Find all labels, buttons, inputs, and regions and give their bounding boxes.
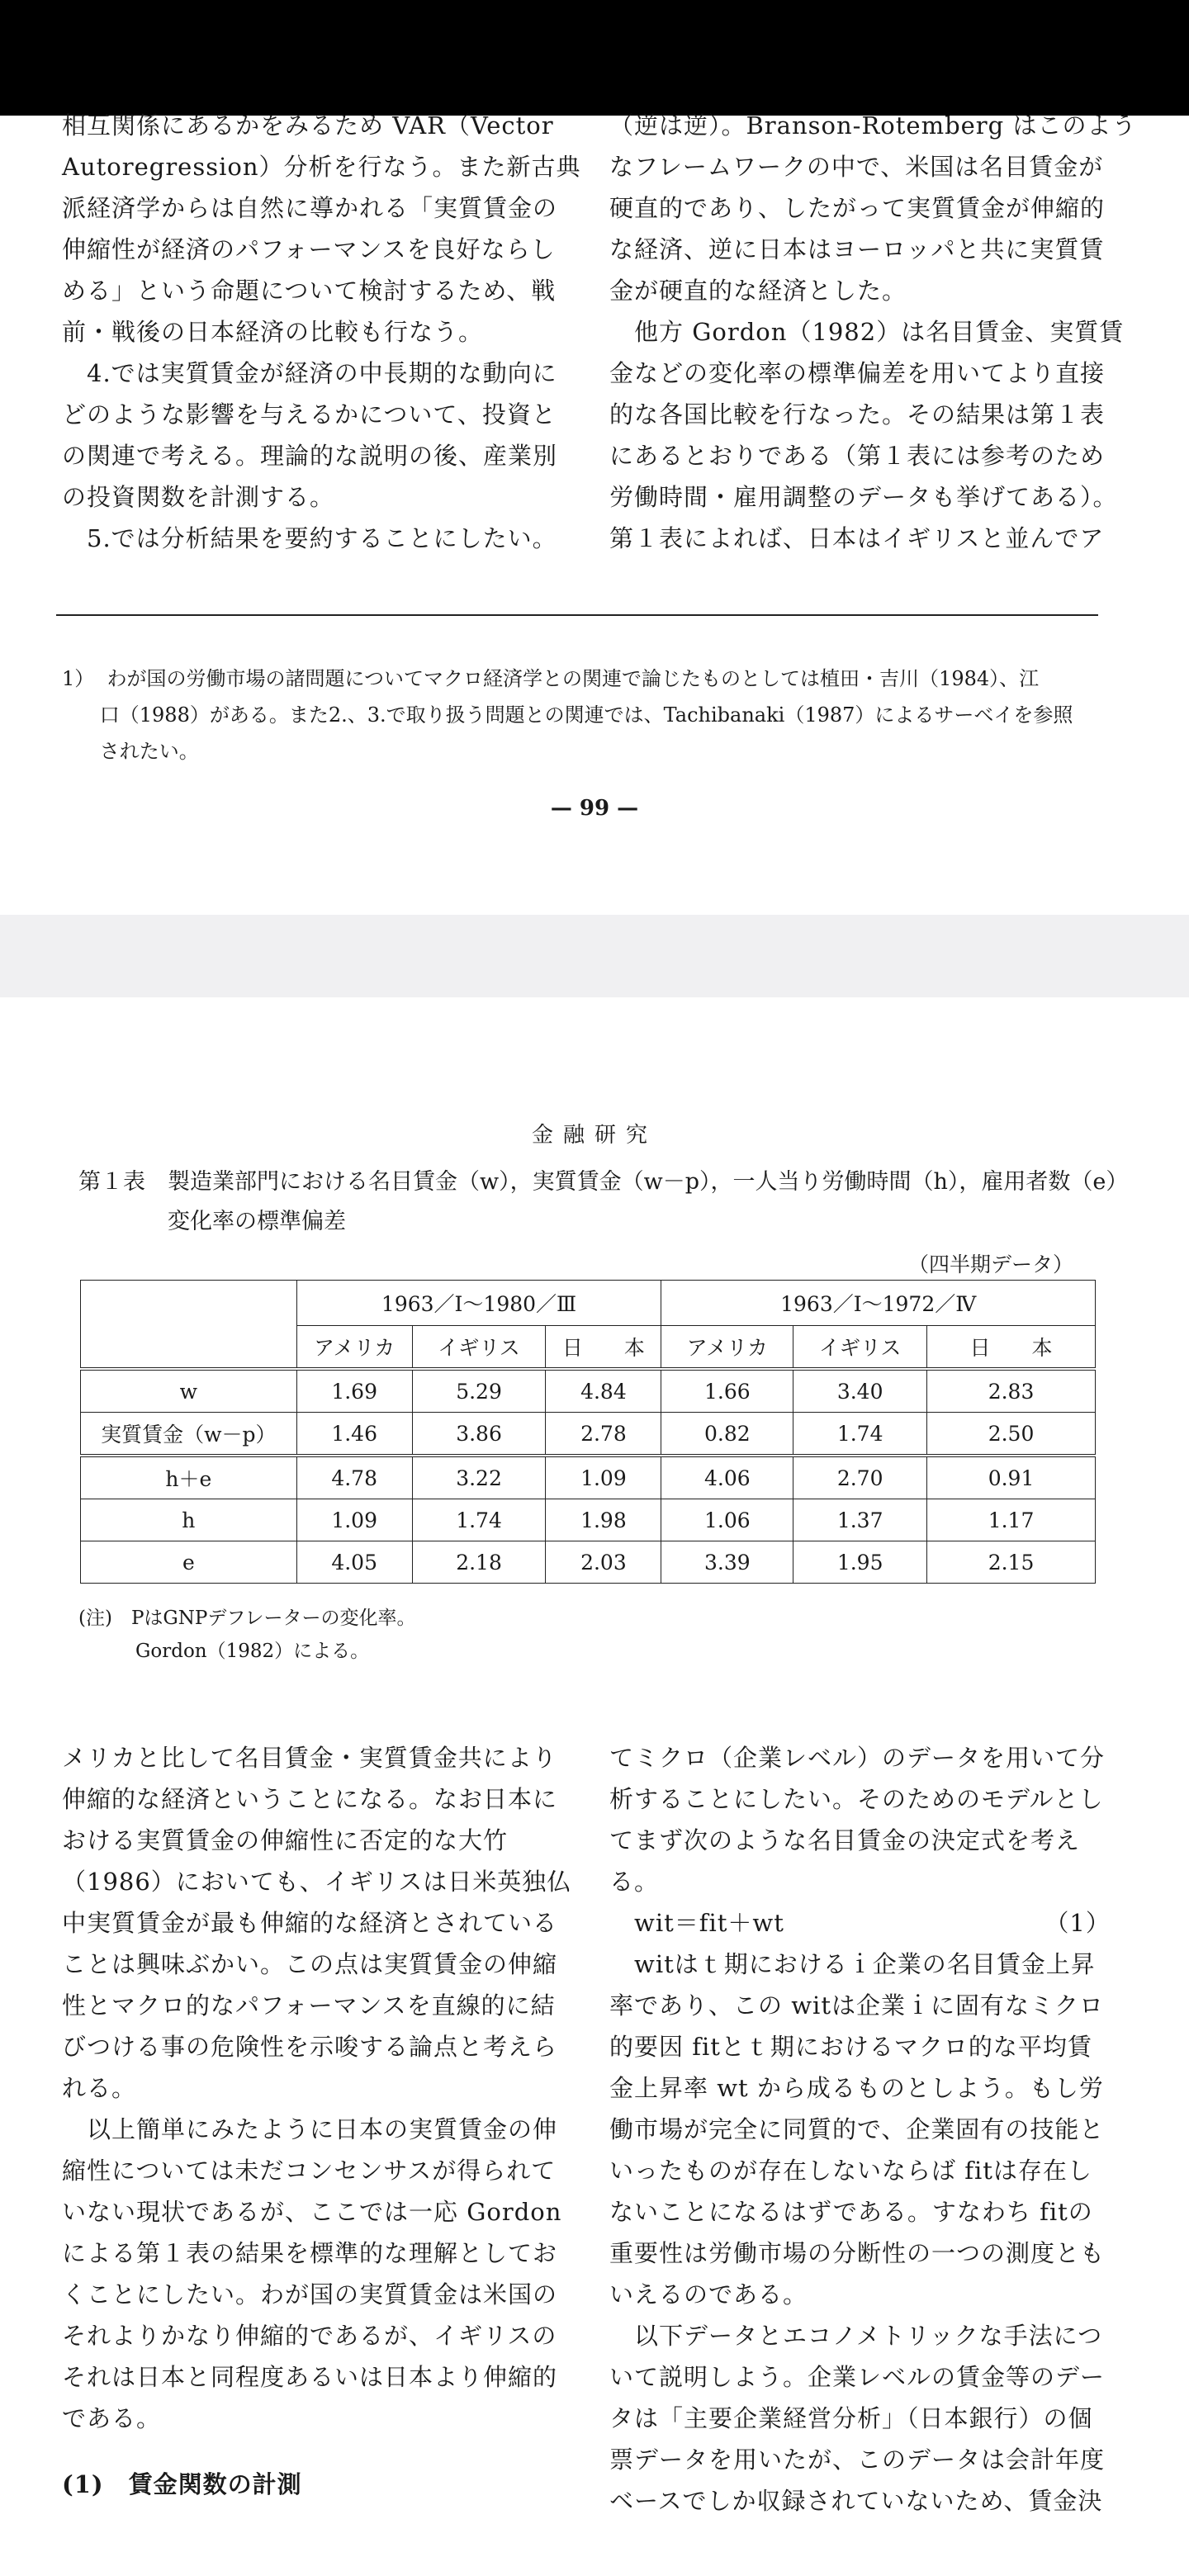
table-cell: 4.05 — [296, 1541, 412, 1584]
footnote-line: 1） わが国の労働市場の諸問題についてマクロ経済学との関連で論じたものとしては植田・吉川（1984）、江 — [62, 667, 1040, 690]
table-row — [81, 1499, 1096, 1541]
page2-left-column — [62, 1737, 572, 2505]
table-cell: 1.09 — [296, 1499, 412, 1541]
page1-left-column — [62, 105, 581, 559]
table-cell: 2.50 — [927, 1413, 1096, 1456]
text-line: による第１表の結果を標準的な理解としてお — [62, 2239, 558, 2267]
text-line: ベースでしか収録されていないため、賃金決 — [609, 2487, 1103, 2515]
text-line: の投資関数を計測する。 — [62, 483, 335, 511]
data-table — [80, 1280, 1096, 1584]
text-line: 派経済学からは自然に導かれる「実質賃金の — [62, 194, 558, 222]
table-cell: 2.70 — [793, 1456, 927, 1499]
text-line: 的な各国比較を行なった。その結果は第１表 — [609, 400, 1106, 429]
table-cell: 1.98 — [546, 1499, 661, 1541]
text-line: witはｔ期におけるｉ企業の名目賃金上昇 — [609, 1950, 1096, 1978]
top-black-bar — [0, 0, 1189, 116]
table-cell: 4.78 — [296, 1456, 412, 1499]
page-number: — 99 — — [550, 796, 639, 821]
table-cell: 2.15 — [927, 1541, 1096, 1584]
text-line: 中実質賃金が最も伸縮的な経済とされている — [62, 1909, 558, 1937]
table-corner-cell — [81, 1281, 297, 1370]
country-header: 日 本 — [927, 1326, 1096, 1370]
table-note-line: Gordon（1982）による。 — [78, 1641, 370, 1662]
text-line: それは日本と同程度あるいは日本より伸縮的 — [62, 2363, 558, 2391]
text-line: 以上簡単にみたように日本の実質賃金の伸 — [62, 2115, 558, 2143]
table-cell: 1.66 — [661, 1369, 793, 1413]
period-header: 1963／Ⅰ～1972／Ⅳ — [661, 1281, 1096, 1326]
text-line: いえるのである。 — [609, 2280, 808, 2308]
text-line: れる。 — [62, 2074, 137, 2102]
table-cell: 1.46 — [296, 1413, 412, 1456]
table-note-line: (注) PはGNPデフレーターの変化率。 — [78, 1608, 416, 1629]
text-line: 重要性は労働市場の分断性の一つの測度とも — [609, 2239, 1106, 2267]
table-row — [81, 1541, 1096, 1584]
running-head: 金融研究 — [531, 1123, 657, 1148]
table-cell: 4.84 — [546, 1369, 661, 1413]
row-label: 実質賃金（w－p） — [81, 1413, 297, 1456]
text-line: ないことになるはずである。すなわち fitの — [609, 2198, 1093, 2226]
table-cell: 5.29 — [412, 1369, 546, 1413]
country-header: 日 本 — [546, 1326, 661, 1370]
table-cell: 0.82 — [661, 1413, 793, 1456]
caption-line: 第１表 製造業部門における名目賃金（w），実質賃金（w－p），一人当り労働時間（h），雇用者数（e） — [78, 1169, 1129, 1195]
text-line: 的要因 fitとｔ期におけるマクロ的な平均賃 — [609, 2033, 1092, 2061]
text-line: ことは興味ぶかい。この点は実質賃金の伸縮 — [62, 1950, 558, 1978]
text-line: メリカと比して名目賃金・実質賃金共により — [62, 1744, 557, 1772]
table-row — [81, 1369, 1096, 1413]
text-line: Autoregression）分析を行なう。また新古典 — [62, 153, 581, 181]
text-line: おける実質賃金の伸縮性に否定的な大竹 — [62, 1826, 509, 1854]
text-line: の関連で考える。理論的な説明の後、産業別 — [62, 442, 558, 470]
table-cell: 1.95 — [793, 1541, 927, 1584]
table-row — [81, 1413, 1096, 1456]
text-line: それよりかなり伸縮的であるが、イギリスの — [62, 2322, 557, 2350]
table-cell: 1.37 — [793, 1499, 927, 1541]
row-label: h — [81, 1499, 297, 1541]
table-cell: 1.74 — [793, 1413, 927, 1456]
text-line: 伸縮性が経済のパフォーマンスを良好ならし — [62, 235, 556, 263]
text-line: いない現状であるが、ここでは一応 Gordon — [62, 2198, 562, 2226]
text-line: （1986）においても、イギリスは日米英独仏 — [62, 1868, 572, 1896]
table-notes — [78, 1602, 415, 1668]
country-header: イギリス — [412, 1326, 546, 1370]
text-line: 第１表によれば、日本はイギリスと並んでア — [609, 524, 1105, 552]
text-line: な経済、逆に日本はヨーロッパと共に実質賃 — [609, 235, 1105, 263]
text-line: る。 — [609, 1868, 660, 1896]
footnote — [62, 661, 1111, 769]
table-cell: 2.03 — [546, 1541, 661, 1584]
text-line: タは「主要企業経営分析」（日本銀行）の個 — [609, 2404, 1093, 2432]
text-line: にあるとおりである（第１表には参考のため — [609, 442, 1106, 470]
text-line: 性とマクロ的なパフォーマンスを直線的に結 — [62, 1991, 556, 2020]
table-cell: 3.86 — [412, 1413, 546, 1456]
text-line: 伸縮的な経済ということになる。なお日本に — [62, 1785, 558, 1813]
text-line: てまず次のような名目賃金の決定式を考え — [609, 1826, 1081, 1854]
table-caption — [78, 1163, 1128, 1242]
table-cell: 0.91 — [927, 1456, 1096, 1499]
text-line: 4.では実質賃金が経済の中長期的な動向に — [62, 359, 557, 387]
table-cell: 1.06 — [661, 1499, 793, 1541]
table-cell: 1.09 — [546, 1456, 661, 1499]
text-line: どのような影響を与えるかについて、投資と — [62, 400, 557, 429]
table-cell: 1.17 — [927, 1499, 1096, 1541]
country-header: アメリカ — [661, 1326, 793, 1370]
text-line: 析することにしたい。そのためのモデルとし — [609, 1785, 1104, 1813]
row-label: h＋e — [81, 1456, 297, 1499]
page-100 — [0, 997, 1189, 2576]
table-cell: 2.78 — [546, 1413, 661, 1456]
table-row — [81, 1456, 1096, 1499]
country-header: イギリス — [793, 1326, 927, 1370]
table-unit: （四半期データ） — [907, 1252, 1073, 1276]
text-line: びつける事の危険性を示唆する論点と考えら — [62, 2033, 558, 2061]
section-heading: (1) 賃金関数の計測 — [62, 2470, 302, 2498]
text-line: 金が硬直的な経済とした。 — [609, 277, 907, 305]
text-line: 労働時間・雇用調整のデータも挙げてある）。 — [609, 483, 1118, 511]
text-line: 以下データとエコノメトリックな手法につ — [609, 2322, 1103, 2350]
page2-right-column — [609, 1737, 1125, 2522]
table-cell: 1.74 — [412, 1499, 546, 1541]
table-header-row — [81, 1281, 1096, 1326]
row-label: w — [81, 1369, 297, 1413]
text-line: いったものが存在しないならば fitは存在し — [609, 2157, 1092, 2185]
table-cell: 4.06 — [661, 1456, 793, 1499]
equation-line: wit＝fit＋wt （1） — [609, 1909, 1111, 1937]
text-line: 前・戦後の日本経済の比較も行なう。 — [62, 318, 484, 346]
footnote-line: されたい。 — [62, 740, 199, 763]
table-cell: 3.40 — [793, 1369, 927, 1413]
text-line: 5.では分析結果を要約することにしたい。 — [62, 524, 557, 552]
text-line: 相互関係にあるかをみるため VAR（Vector — [62, 111, 554, 140]
page-99 — [0, 111, 1189, 915]
country-header: アメリカ — [296, 1326, 412, 1370]
text-line: 縮性については未だコンセンサスが得られて — [62, 2157, 557, 2185]
text-line: 働市場が完全に同質的で、企業固有の技能と — [609, 2115, 1105, 2143]
table-cell: 3.39 — [661, 1541, 793, 1584]
page-gap — [0, 915, 1189, 997]
text-line: 硬直的であり、したがって実質賃金が伸縮的 — [609, 194, 1106, 222]
text-line: （逆は逆）。Branson-Rotemberg はこのよう — [609, 111, 1137, 140]
caption-line: 変化率の標準偏差 — [78, 1209, 346, 1234]
table-cell: 3.22 — [412, 1456, 546, 1499]
text-line: 票データを用いたが、このデータは会計年度 — [609, 2446, 1106, 2474]
footnote-line: 口（1988）がある。また2.、3.で取り扱う問題との関連では、Tachibanaki（1987）によるサーベイを参照 — [62, 703, 1073, 727]
text-line: 率であり、この witは企業ｉに固有なミクロ — [609, 1991, 1104, 2020]
text-line: める」という命題について検討するため、戦 — [62, 277, 557, 305]
table-cell: 2.18 — [412, 1541, 546, 1584]
page1-right-column — [609, 105, 1137, 559]
text-line: てミクロ（企業レベル）のデータを用いて分 — [609, 1744, 1106, 1772]
table-cell: 1.69 — [296, 1369, 412, 1413]
text-line: 他方 Gordon（1982）は名目賃金、実質賃 — [609, 318, 1125, 346]
period-header: 1963／Ⅰ～1980／Ⅲ — [296, 1281, 661, 1326]
table-cell: 2.83 — [927, 1369, 1096, 1413]
text-line: 金などの変化率の標準偏差を用いてより直接 — [609, 359, 1106, 387]
footnote-divider — [56, 614, 1098, 616]
text-line: 金上昇率 wt から成るものとしよう。もし労 — [609, 2074, 1104, 2102]
text-line: くことにしたい。わが国の実質賃金は米国の — [62, 2280, 558, 2308]
row-label: e — [81, 1541, 297, 1584]
text-line: なフレームワークの中で、米国は名目賃金が — [609, 153, 1104, 181]
text-line: いて説明しよう。企業レベルの賃金等のデー — [609, 2363, 1106, 2391]
text-line: である。 — [62, 2404, 162, 2432]
